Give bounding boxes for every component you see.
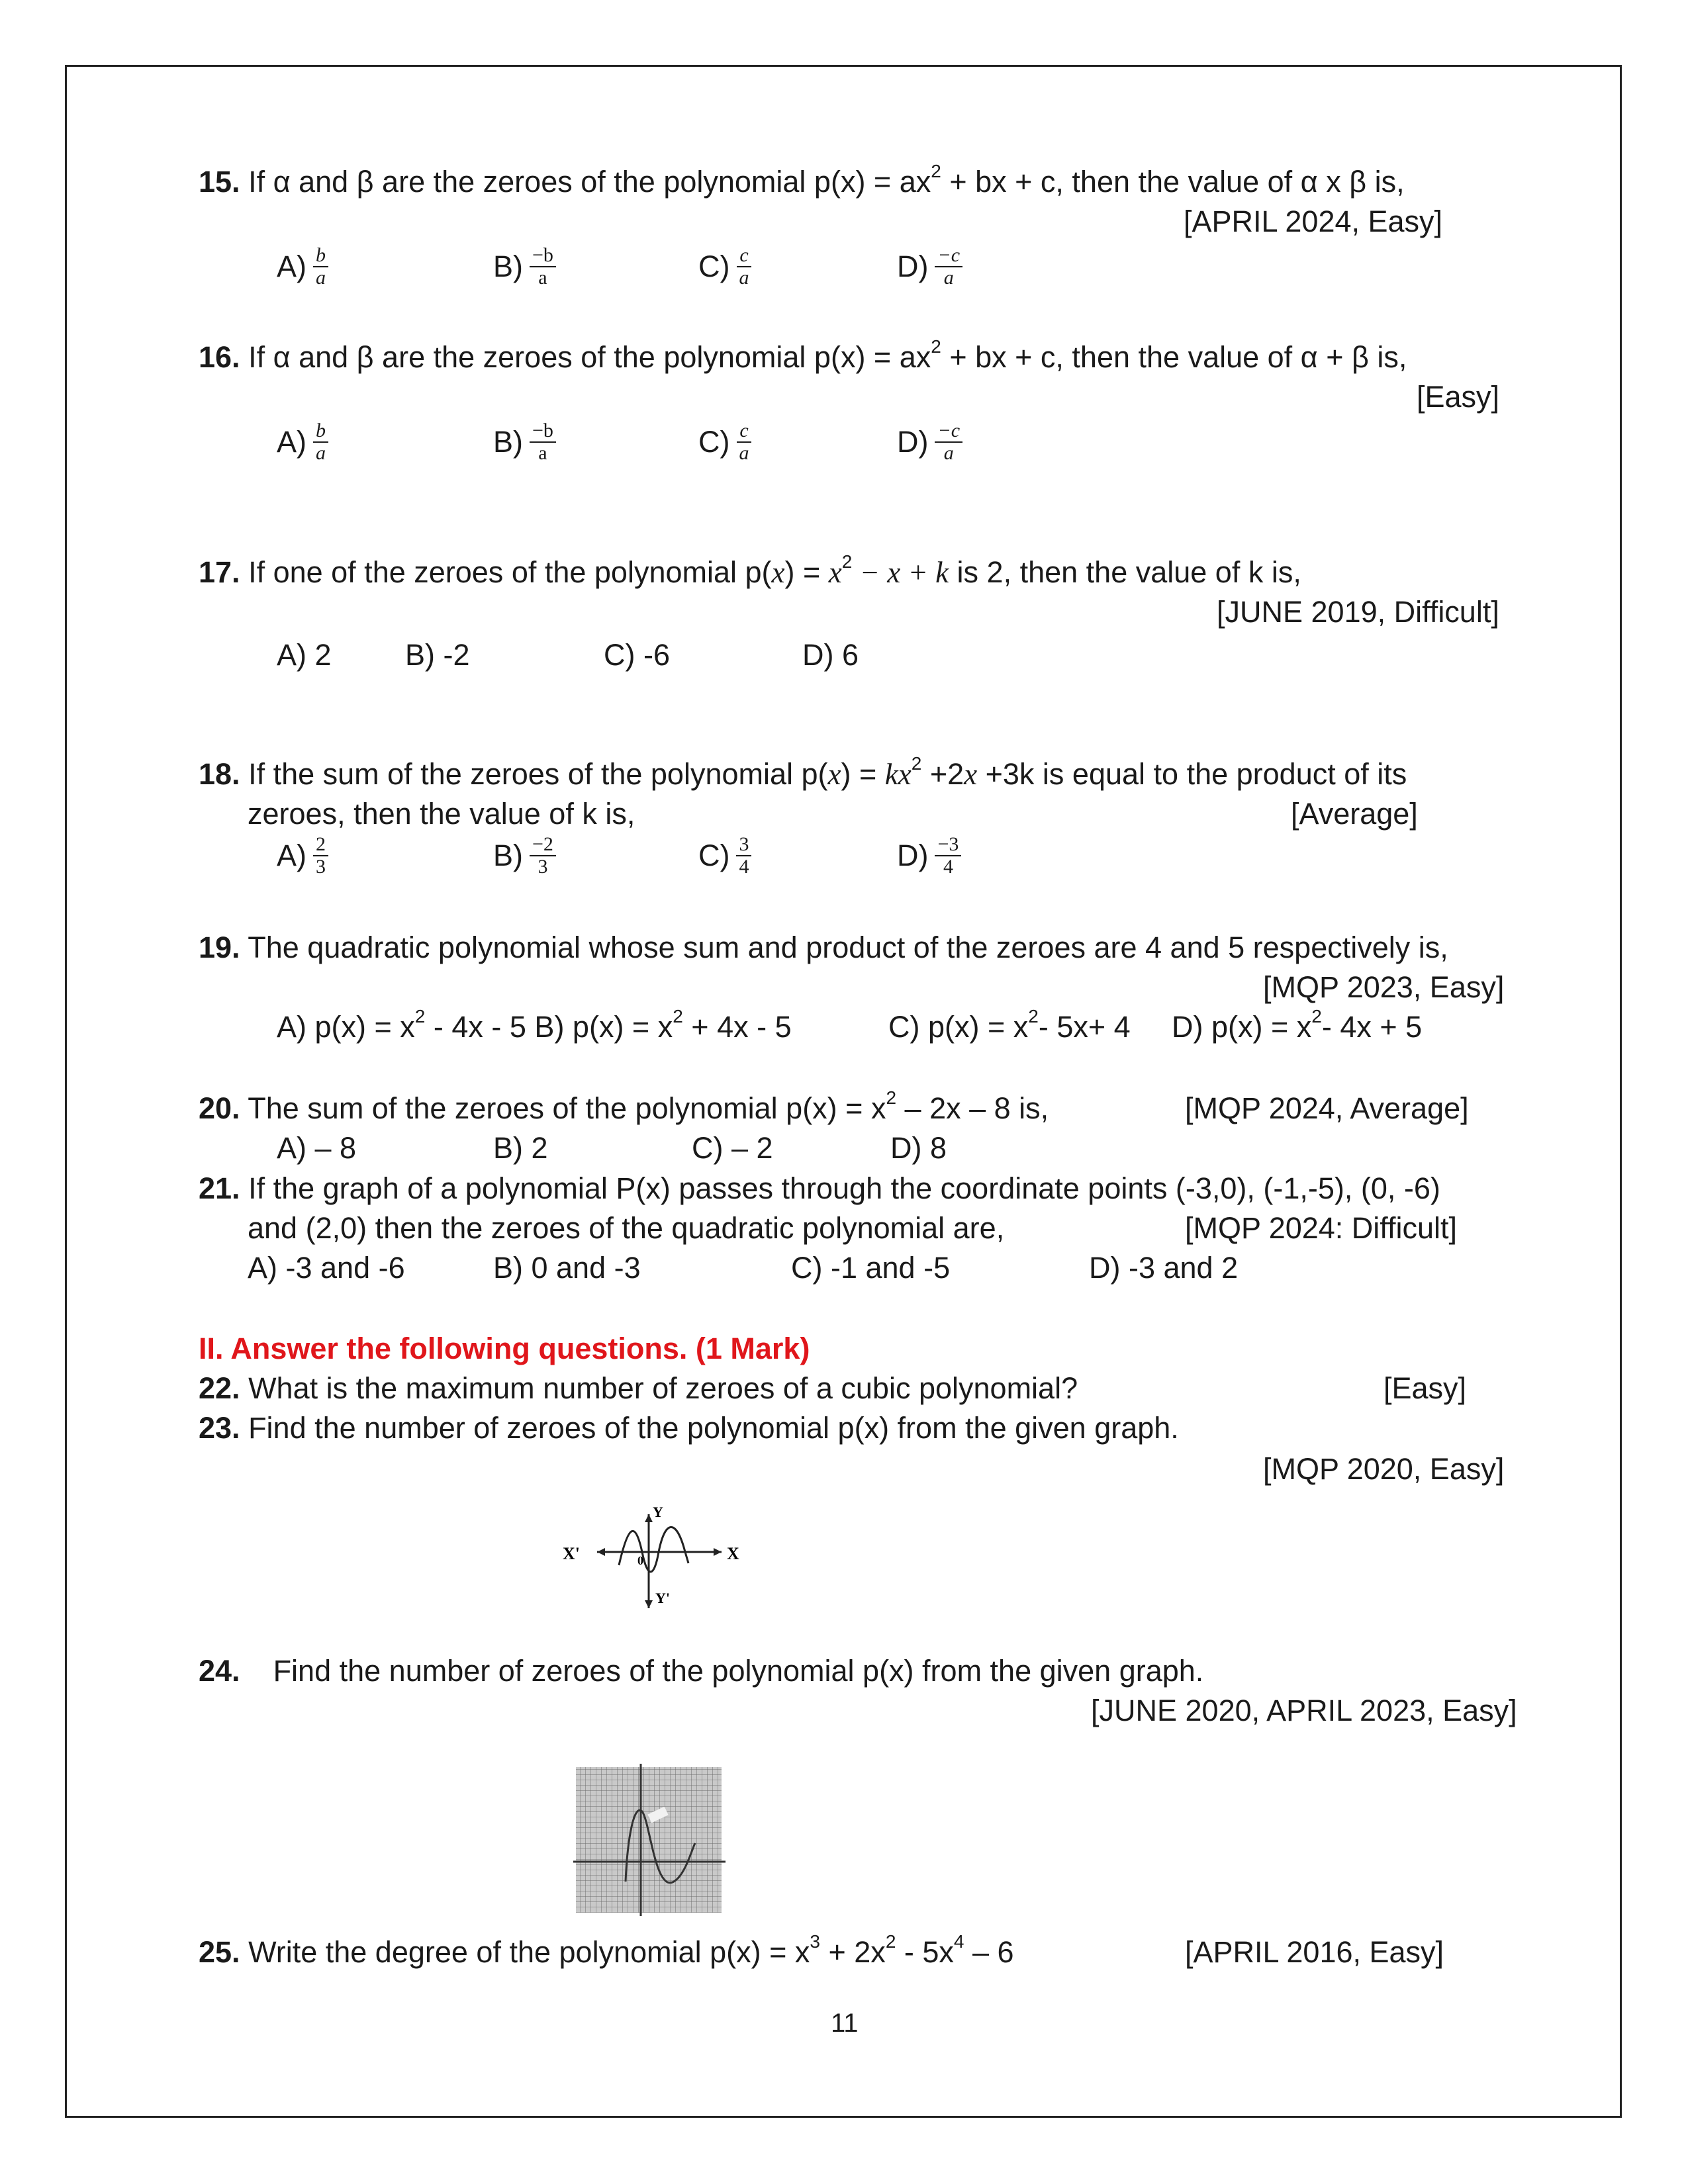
question-23-tag: [MQP 2020, Easy]: [1263, 1452, 1505, 1486]
q17-option-c[interactable]: C) -6: [604, 638, 670, 672]
question-18-line2: zeroes, then the value of k is,: [248, 797, 635, 831]
question-21-line2: and (2,0) then the zeroes of the quadratic polynomial are,: [248, 1211, 1005, 1245]
question-16: 16. If α and β are the zeroes of the polynomial $p(x) = ax^2$ + bx + c, then the value of α + β is,: [199, 336, 1407, 374]
question-18-tag: [Average]: [1291, 797, 1418, 831]
question-17-tag: [JUNE 2019, Difficult]: [1217, 595, 1499, 629]
question-20-tag: [MQP 2024, Average]: [1185, 1091, 1469, 1125]
question-24: 24. Find the number of zeroes of the polynomial p(x) from the given graph.: [199, 1654, 1204, 1688]
question-number: 17.: [199, 555, 240, 589]
question-number: 23.: [199, 1411, 240, 1445]
q24-polynomial-graph: [569, 1764, 728, 1916]
question-17: 17. If one of the zeroes of the polynomial $p(x) = x^2 - x + k$ is 2, then the value of k is,: [199, 551, 1301, 589]
graph-y-neg-label: Y': [655, 1590, 670, 1606]
q21-option-b[interactable]: B) 0 and -3: [493, 1251, 641, 1285]
q15-option-a[interactable]: A) $\frac{b}{a}$: [277, 245, 328, 289]
q18-option-b[interactable]: B) $\frac{-2}{3}$: [493, 834, 556, 878]
q19-option-c[interactable]: C) $p(x) = x^2-$ 5x+ 4: [888, 1006, 1131, 1044]
graph-origin-label: 0: [637, 1554, 643, 1567]
question-16-tag: [Easy]: [1417, 380, 1500, 414]
q21-option-a[interactable]: A) -3 and -6: [248, 1251, 405, 1285]
question-18: 18. If the sum of the zeroes of the polynomial $p(x) = kx^2 +2x +3k$ is equal to the product of its: [199, 753, 1407, 791]
q18-option-a[interactable]: A) $\frac{2}{3}$: [277, 834, 328, 878]
graph-x-neg-label: X': [563, 1544, 580, 1563]
q18-option-c[interactable]: C) $\frac{3}{4}$: [698, 834, 751, 878]
q17-option-d[interactable]: D) 6: [802, 638, 859, 672]
question-number: 15.: [199, 165, 240, 199]
q20-option-a[interactable]: A) – 8: [277, 1131, 357, 1165]
question-number: 18.: [199, 757, 240, 791]
q21-option-d[interactable]: D) -3 and 2: [1089, 1251, 1239, 1285]
q16-option-c[interactable]: C) $\frac{c}{a}$: [698, 420, 751, 464]
question-number: 22.: [199, 1371, 240, 1405]
question-24-tag: [JUNE 2020, APRIL 2023, Easy]: [1091, 1694, 1517, 1727]
q17-option-b[interactable]: B) -2: [405, 638, 470, 672]
question-number: 24.: [199, 1654, 240, 1688]
question-22: 22. What is the maximum number of zeroes of a cubic polynomial?: [199, 1371, 1078, 1405]
q20-option-c[interactable]: C) – 2: [692, 1131, 773, 1165]
question-21-tag: [MQP 2024: Difficult]: [1185, 1211, 1458, 1245]
q19-option-d[interactable]: D) $p(x) = x^2-$ 4x + 5: [1172, 1006, 1423, 1044]
question-number: 21.: [199, 1171, 240, 1205]
question-15: 15. If α and β are the zeroes of the polynomial $p(x) = ax^2$ + bx + c, then the value of α x β is,: [199, 161, 1405, 199]
question-25: 25. Write the degree of the polynomial $p(x) = x^3 + 2x^2 - 5x^4 - 6$: [199, 1931, 1014, 1969]
q16-option-d[interactable]: D) $\frac{-c}{a}$: [897, 420, 962, 464]
question-number: 20.: [199, 1091, 240, 1125]
q23-polynomial-graph: [556, 1502, 741, 1621]
q15-option-b[interactable]: B) $\frac{-b}{a}$: [493, 245, 556, 289]
question-15-tag: [APRIL 2024, Easy]: [1184, 205, 1443, 238]
question-number: 16.: [199, 340, 240, 374]
q19-option-ab[interactable]: A) $p(x) = x^2 - 4x - 5$ B) $p(x) = x^2 + 4x - 5$: [277, 1006, 792, 1044]
question-number: 25.: [199, 1935, 240, 1969]
question-20: 20. The sum of the zeroes of the polynomial $p(x) = x^2 - 2x - 8$ is,: [199, 1087, 1049, 1125]
question-23: 23. Find the number of zeroes of the polynomial p(x) from the given graph.: [199, 1411, 1179, 1445]
question-25-tag: [APRIL 2016, Easy]: [1185, 1935, 1444, 1969]
question-19: 19. The quadratic polynomial whose sum and product of the zeroes are 4 and 5 respectively is,: [199, 931, 1448, 964]
q20-option-b[interactable]: B) 2: [493, 1131, 548, 1165]
graph-y-pos-label: Y: [653, 1504, 663, 1520]
q15-option-c[interactable]: C) $\frac{c}{a}$: [698, 245, 751, 289]
q20-option-d[interactable]: D) 8: [890, 1131, 947, 1165]
question-number: 19.: [199, 931, 240, 964]
section-heading: II. Answer the following questions. (1 Mark): [199, 1332, 810, 1365]
graph-x-pos-label: X: [727, 1544, 739, 1563]
q15-option-d[interactable]: D) $\frac{-c}{a}$: [897, 245, 962, 289]
page-number: 11: [831, 2009, 859, 2038]
q21-option-c[interactable]: C) -1 and -5: [791, 1251, 951, 1285]
q17-option-a[interactable]: A) 2: [277, 638, 332, 672]
question-22-tag: [Easy]: [1383, 1371, 1467, 1405]
question-21: 21. If the graph of a polynomial P(x) passes through the coordinate points (-3,0), (-1,-5), (0, -6): [199, 1171, 1440, 1205]
q16-option-a[interactable]: A) $\frac{b}{a}$: [277, 420, 328, 464]
q16-option-b[interactable]: B) $\frac{-b}{a}$: [493, 420, 556, 464]
q18-option-d[interactable]: D) $\frac{-3}{4}$: [897, 834, 961, 878]
question-19-tag: [MQP 2023, Easy]: [1263, 970, 1505, 1004]
